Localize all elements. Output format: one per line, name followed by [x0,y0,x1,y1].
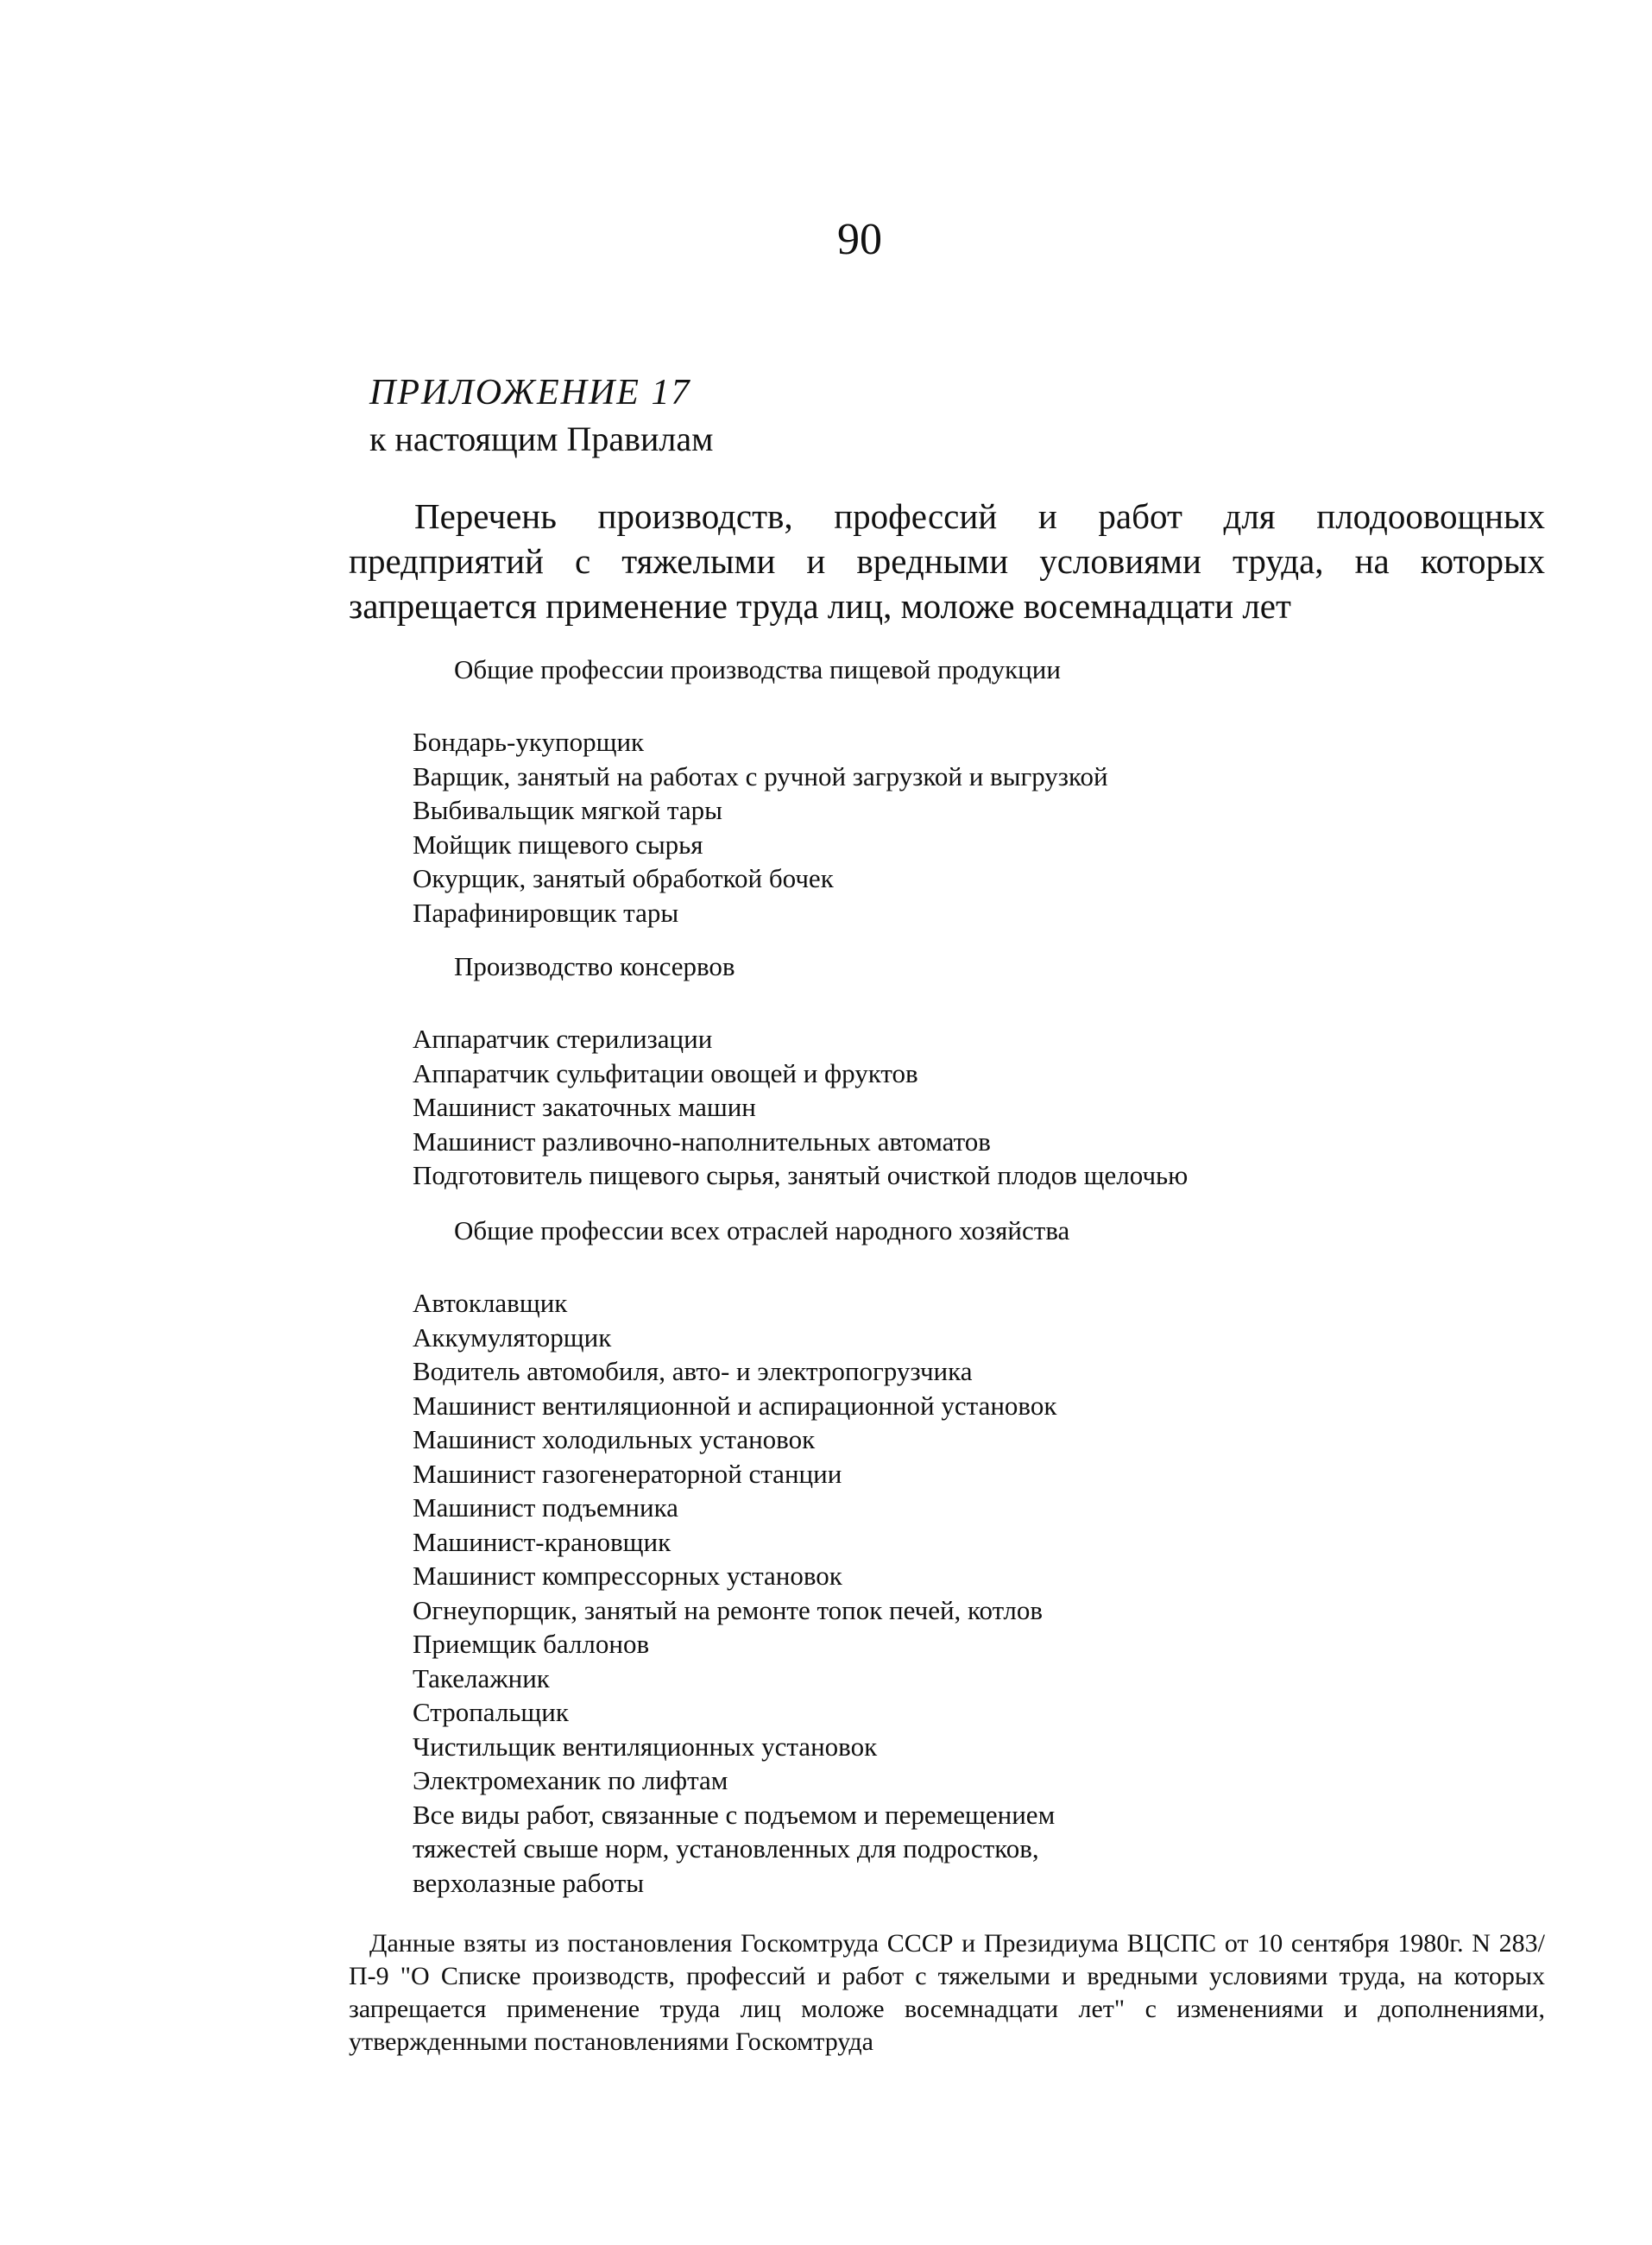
list-item: Электромеханик по лифтам [413,1765,728,1795]
profession-list [413,1286,1535,1900]
list-item: Парафинировщик тары [413,897,679,928]
list-item: Огнеупорщик, занятый на ремонте топок печей, котлов [413,1594,1043,1625]
list-item: Машинист компрессорных установок [413,1561,842,1591]
list-item: Мойщик пищевого сырья [413,829,703,860]
list-item: Машинист разливочно-наполнительных автоматов [413,1126,991,1157]
list-item: Водитель автомобиля, авто- и электропогрузчика [413,1356,973,1386]
list-item: верхолазные работы [413,1867,645,1898]
list-item: Аппаратчик стерилизации [413,1024,713,1054]
list-item: Такелажник [413,1662,550,1693]
list-item: Стропальщик [413,1697,569,1727]
appendix-heading: ПРИЛОЖЕНИЕ 17 [369,373,691,413]
profession-list [413,1022,1535,1193]
page-number: 90 [837,215,882,264]
appendix-subheading: к настоящим Правилам [369,419,714,458]
document-title: Перечень производств, профессий и работ для плодоовощных предприятий с тяжелыми и вредными условиями труда, на которых запрещается применение труда лиц, моложе восемнадцати лет [349,496,1545,626]
section-general-food-production [413,653,1535,930]
list-item: Варщик, занятый на работах с ручной загрузкой и выгрузкой [413,760,1108,791]
list-item: Все виды работ, связанные с подъемом и перемещением [413,1799,1056,1830]
list-item: Аккумуляторщик [413,1321,612,1353]
section-general-all-industries [413,1214,1535,1900]
section-heading: Общие профессии производства пищевой продукции [454,654,1061,684]
list-item: Выбивальщик мягкой тары [413,795,722,825]
section-canning-production [413,949,1535,1193]
list-item: Машинист закаточных машин [413,1092,756,1122]
list-item: Аппаратчик сульфитации овощей и фруктов [413,1057,918,1088]
section-heading: Общие профессии всех отраслей народного хозяйства [454,1215,1070,1245]
list-item: Бондарь-укупорщик [413,727,645,757]
list-item: Приемщик баллонов [413,1629,650,1659]
list-item: Автоклавщик [413,1288,568,1318]
list-item: Подготовитель пищевого сырья, занятый очисткой плодов щелочью [413,1160,1189,1190]
list-item: Окурщик, занятый обработкой бочек [413,863,834,893]
list-item: Чистильщик вентиляционных установок [413,1731,878,1762]
list-item: Машинист газогенераторной станции [413,1458,842,1489]
profession-list [413,725,1535,930]
source-footnote: Данные взяты из постановления Госкомтруда СССР и Президиума ВЦСПС от 10 сентября 1980г. N 283/П-9 "О Списке производств, профессий и работ с тяжелыми и вредными условиями труда, на которых запрещается применение труда лиц моложе восемнадцати лет" с изменениями и дополнениями, утвержденными постановлениями Госкомтруда [349,1929,1545,2056]
list-item: Машинист вентиляционной и аспирационной установок [413,1390,1057,1421]
list-item: Машинист холодильных установок [413,1424,816,1454]
section-heading: Производство консервов [454,951,735,981]
list-item: Машинист-крановщик [413,1526,672,1557]
list-item: тяжестей свыше норм, установленных для подростков, [413,1833,1039,1863]
list-item: Машинист подъемника [413,1492,678,1523]
